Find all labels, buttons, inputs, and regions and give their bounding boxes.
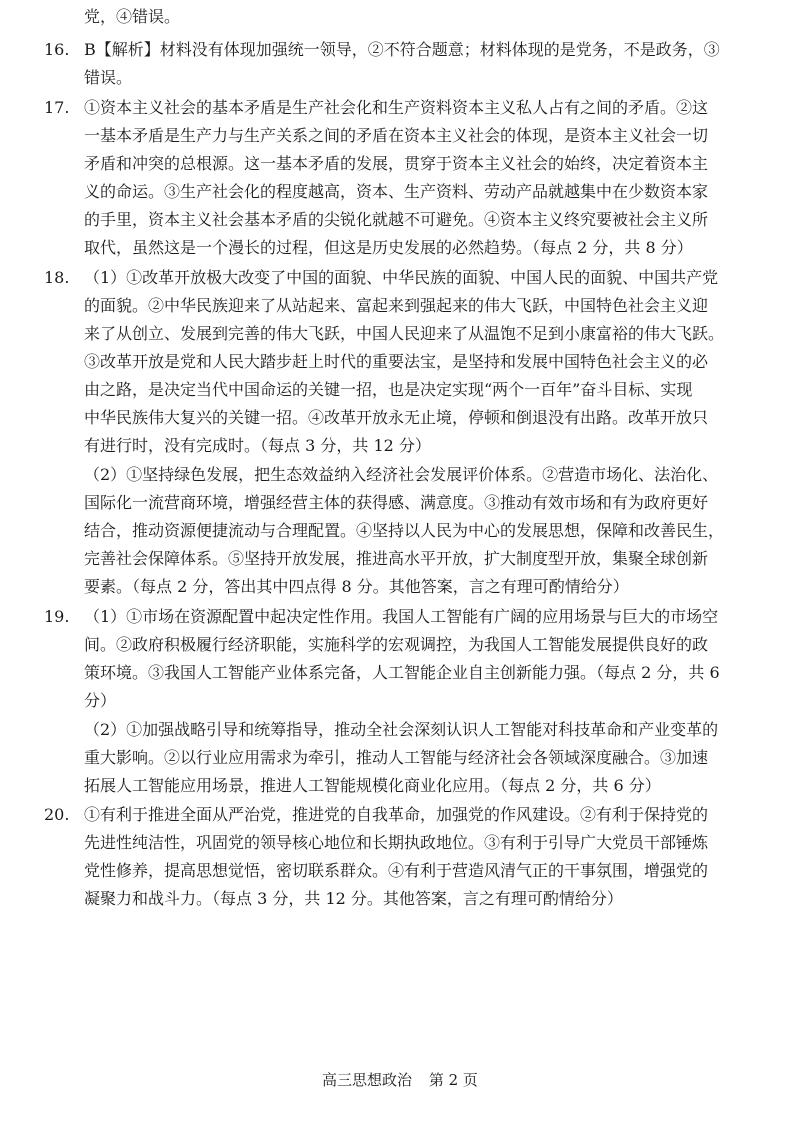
answer-line: 拓展人工智能应用场景，推进人工智能规模化商业化应用。（每点 2 分，共 6 分） — [84, 776, 661, 795]
answer-line: 结合，推动资源便捷流动与合理配置。④坚持以人民为中心的发展思想，保障和改善民生， — [84, 521, 725, 540]
answer-line: 重大影响。②以行业应用需求为牵引，推动人工智能与经济社会各领域深度融合。③加速 — [84, 748, 709, 767]
answer-line: 错误。 — [84, 68, 133, 87]
answer-line: 矛盾和冲突的总根源。这一基本矛盾的发展，贯穿于资本主义社会的始终，决定着资本主 — [84, 154, 709, 173]
answer-line: 取代，虽然这是一个漫长的过程，但这是历史发展的必然趋势。（每点 2 分，共 8 分） — [84, 238, 693, 257]
answer-line: 党，④错误。 — [84, 7, 181, 26]
answer-line: 完善社会保障体系。⑤坚持开放发展，推进高水平开放，扩大制度型开放，集聚全球创新 — [84, 549, 709, 568]
question-number-20: 20. — [44, 805, 70, 824]
answer-line: （2）①加强战略引导和统筹指导，推动全社会深刻认识人工智能对科技革命和产业变革的 — [84, 720, 719, 739]
answer-line: 义的命运。③生产社会化的程度越高，资本、生产资料、劳动产品就越集中在少数资本家 — [84, 182, 709, 201]
answer-line: 要素。（每点 2 分，答出其中四点得 8 分。其他答案，言之有理可酌情给分） — [84, 577, 629, 596]
answer-line: 先进性纯洁性，巩固党的领导核心地位和长期执政地位。③有利于引导广大党员干部锤炼 — [84, 833, 709, 852]
answer-line: ③改革开放是党和人民大踏步赶上时代的重要法宝，是坚持和发展中国特色社会主义的必 — [84, 352, 709, 371]
question-number-18: 18. — [44, 268, 70, 287]
answer-line: 一基本矛盾是生产力与生产关系之间的矛盾在资本主义社会的体现，是资本主义社会一切 — [84, 126, 709, 145]
answer-line: 由之路，是决定当代中国命运的关键一招，也是决定实现“两个一百年”奋斗目标、实现 — [84, 380, 693, 399]
answer-line: 的面貌。②中华民族迎来了从站起来、富起来到强起来的伟大飞跃，中国特色社会主义迎 — [84, 296, 709, 315]
question-number-19: 19. — [44, 607, 70, 626]
answer-line: 中华民族伟大复兴的关键一招。④改革开放永无止境，停顿和倒退没有出路。改革开放只 — [84, 408, 709, 427]
answer-line: 分） — [84, 691, 117, 710]
answer-line: （1）①市场在资源配置中起决定性作用。我国人工智能有广阔的应用场景与巨大的市场空 — [84, 607, 719, 626]
answer-line: （2）①坚持绿色发展，把生态效益纳入经济社会发展评价体系。②营造市场化、法治化、 — [84, 465, 719, 484]
answer-line: 策环境。③我国人工智能产业体系完备，人工智能企业自主创新能力强。（每点 2 分，共 6 — [84, 663, 720, 682]
answer-line: 党性修养，提高思想觉悟，密切联系群众。④有利于营造风清气正的干事氛围，增强党的 — [84, 861, 709, 880]
answer-line: （1）①改革开放极大改变了中国的面貌、中华民族的面貌、中国人民的面貌、中国共产党 — [84, 268, 719, 287]
answer-line: 来了从创立、发展到完善的伟大飞跃，中国人民迎来了从温饱不足到小康富裕的伟大飞跃。 — [84, 324, 725, 343]
answer-line: 有进行时，没有完成时。（每点 3 分，共 12 分） — [84, 436, 431, 455]
answer-line: 间。②政府积极履行经济职能，实施科学的宏观调控，为我国人工智能发展提供良好的政 — [84, 635, 709, 654]
footer-page-number: 第 2 页 — [428, 1071, 478, 1089]
question-number-16: 16. — [44, 40, 70, 59]
answer-line: ①资本主义社会的基本矛盾是生产社会化和生产资料资本主义私人占有之间的矛盾。②这 — [84, 98, 709, 117]
answer-line: 国际化一流营商环境，增强经营主体的获得感、满意度。③推动有效市场和有为政府更好 — [84, 493, 709, 512]
answer-line: ①有利于推进全面从严治党，推进党的自我革命，加强党的作风建设。②有利于保持党的 — [84, 805, 709, 824]
page-footer — [0, 1068, 800, 1092]
answer-line: 的手里，资本主义社会基本矛盾的尖锐化就越不可避免。④资本主义终究要被社会主义所 — [84, 210, 709, 229]
footer-subject: 高三思想政治 — [322, 1071, 413, 1089]
question-number-17: 17. — [44, 98, 70, 117]
answer-line: B【解析】材料没有体现加强统一领导，②不符合题意；材料体现的是党务，不是政务，③ — [84, 40, 720, 59]
answer-line: 凝聚力和战斗力。（每点 3 分，共 12 分。其他答案，言之有理可酌情给分） — [84, 889, 623, 908]
